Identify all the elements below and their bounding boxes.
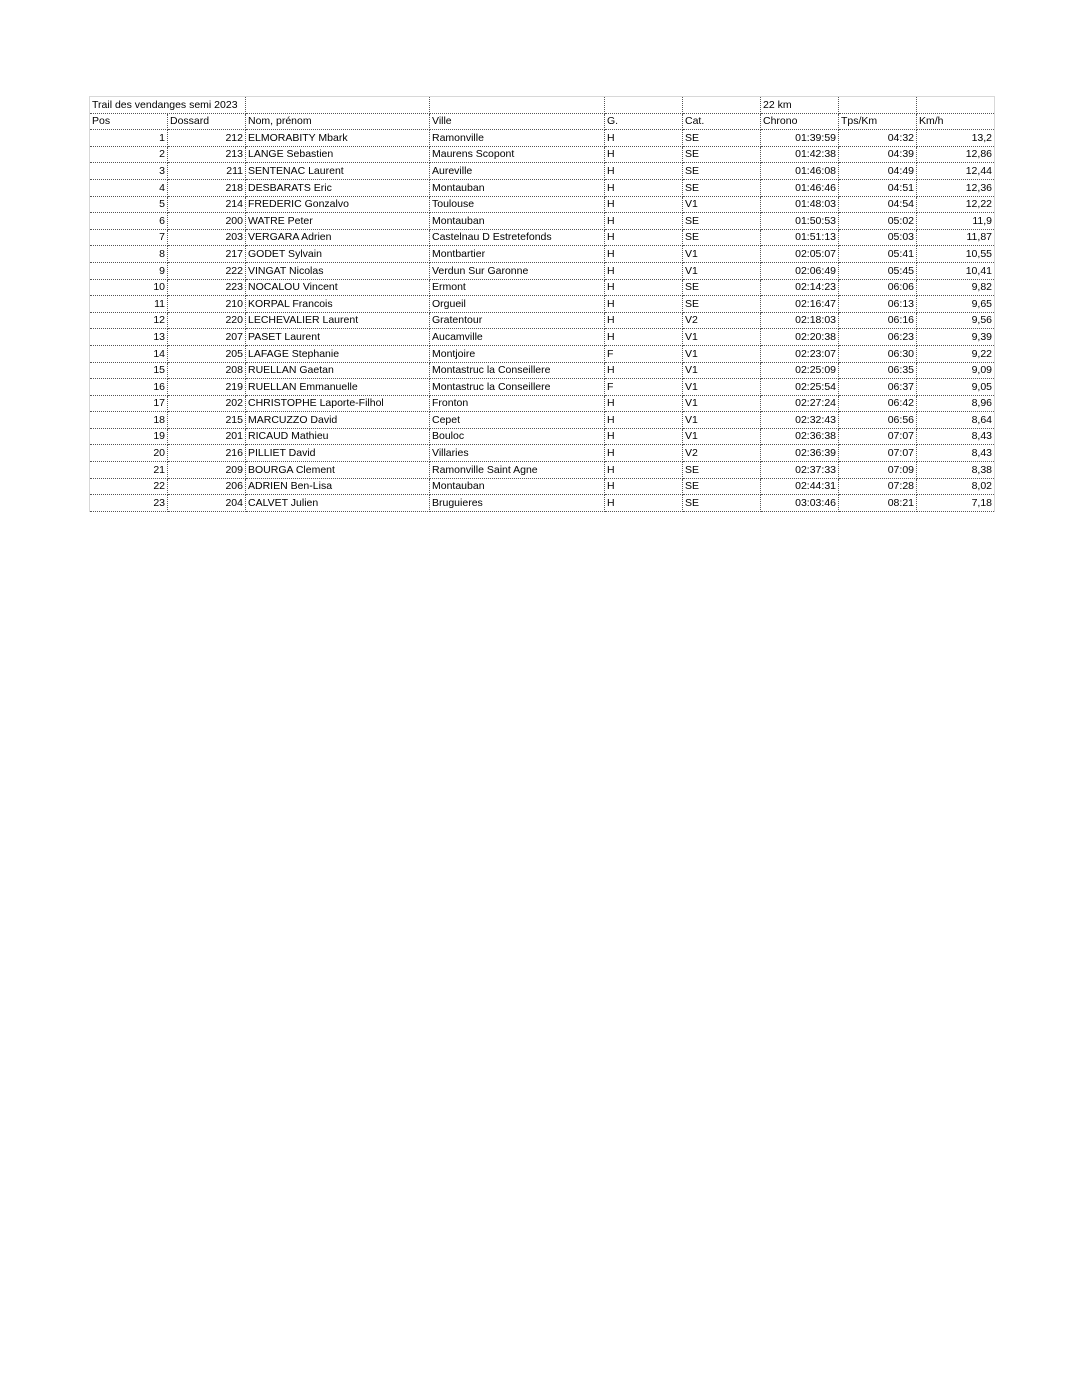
table-row — [90, 146, 995, 163]
city-cell: Villaries — [430, 445, 605, 462]
gender-cell: H — [605, 312, 683, 329]
chrono-cell: 01:51:13 — [761, 229, 839, 246]
city-cell: Orgueil — [430, 296, 605, 313]
pace-cell: 06:56 — [839, 412, 917, 429]
name-cell: DESBARATS Eric — [246, 179, 430, 196]
table-row — [90, 478, 995, 495]
table-row — [90, 345, 995, 362]
table-row — [90, 130, 995, 147]
pace-cell: 04:54 — [839, 196, 917, 213]
column-header-row — [90, 113, 995, 130]
gender-cell: F — [605, 345, 683, 362]
chrono-cell: 02:36:38 — [761, 428, 839, 445]
chrono-cell: 01:46:46 — [761, 179, 839, 196]
category-cell: V1 — [683, 428, 761, 445]
name-cell: KORPAL Francois — [246, 296, 430, 313]
table-row — [90, 213, 995, 230]
pace-cell: 04:39 — [839, 146, 917, 163]
table-row — [90, 495, 995, 512]
table-row — [90, 296, 995, 313]
pace-cell: 06:23 — [839, 329, 917, 346]
dossard-cell: 201 — [168, 428, 246, 445]
pos-cell: 14 — [90, 345, 168, 362]
city-cell: Verdun Sur Garonne — [430, 262, 605, 279]
name-cell: GODET Sylvain — [246, 246, 430, 263]
category-cell: V1 — [683, 412, 761, 429]
column-header-tps-km: Tps/Km — [839, 113, 917, 130]
city-cell: Castelnau D Estretefonds — [430, 229, 605, 246]
chrono-cell: 02:25:09 — [761, 362, 839, 379]
category-cell: SE — [683, 495, 761, 512]
category-cell: V2 — [683, 312, 761, 329]
race-title: Trail des vendanges semi 2023 — [90, 97, 246, 114]
table-row — [90, 279, 995, 296]
chrono-cell: 02:36:39 — [761, 445, 839, 462]
category-cell: SE — [683, 229, 761, 246]
dossard-cell: 217 — [168, 246, 246, 263]
chrono-cell: 02:32:43 — [761, 412, 839, 429]
city-cell: Bruguieres — [430, 495, 605, 512]
speed-cell: 8,96 — [917, 395, 995, 412]
dossard-cell: 214 — [168, 196, 246, 213]
dossard-cell: 213 — [168, 146, 246, 163]
name-cell: PILLIET David — [246, 445, 430, 462]
pos-cell: 12 — [90, 312, 168, 329]
pace-cell: 04:32 — [839, 130, 917, 147]
gender-cell: H — [605, 428, 683, 445]
chrono-cell: 02:16:47 — [761, 296, 839, 313]
dossard-cell: 212 — [168, 130, 246, 147]
dossard-cell: 202 — [168, 395, 246, 412]
pace-cell: 06:16 — [839, 312, 917, 329]
dossard-cell: 210 — [168, 296, 246, 313]
results-table-body — [90, 97, 995, 512]
empty-cell — [917, 97, 995, 114]
pos-cell: 4 — [90, 179, 168, 196]
gender-cell: H — [605, 296, 683, 313]
dossard-cell: 208 — [168, 362, 246, 379]
category-cell: SE — [683, 163, 761, 180]
speed-cell: 12,22 — [917, 196, 995, 213]
speed-cell: 9,09 — [917, 362, 995, 379]
empty-cell — [246, 97, 430, 114]
pos-cell: 13 — [90, 329, 168, 346]
pos-cell: 18 — [90, 412, 168, 429]
category-cell: V1 — [683, 395, 761, 412]
speed-cell: 8,02 — [917, 478, 995, 495]
chrono-cell: 01:42:38 — [761, 146, 839, 163]
speed-cell: 11,87 — [917, 229, 995, 246]
name-cell: CHRISTOPHE Laporte-Filhol — [246, 395, 430, 412]
pos-cell: 2 — [90, 146, 168, 163]
city-cell: Fronton — [430, 395, 605, 412]
category-cell: V1 — [683, 196, 761, 213]
city-cell: Aucamville — [430, 329, 605, 346]
category-cell: V1 — [683, 329, 761, 346]
dossard-cell: 220 — [168, 312, 246, 329]
pos-cell: 20 — [90, 445, 168, 462]
gender-cell: H — [605, 329, 683, 346]
city-cell: Montauban — [430, 478, 605, 495]
gender-cell: H — [605, 196, 683, 213]
city-cell: Aureville — [430, 163, 605, 180]
pos-cell: 19 — [90, 428, 168, 445]
city-cell: Ramonville Saint Agne — [430, 462, 605, 479]
chrono-cell: 02:05:07 — [761, 246, 839, 263]
city-cell: Ramonville — [430, 130, 605, 147]
table-row — [90, 428, 995, 445]
column-header-dossard: Dossard — [168, 113, 246, 130]
name-cell: RUELLAN Gaetan — [246, 362, 430, 379]
dossard-cell: 219 — [168, 379, 246, 396]
pos-cell: 5 — [90, 196, 168, 213]
column-header-nom: Nom, prénom — [246, 113, 430, 130]
column-header-categorie: Cat. — [683, 113, 761, 130]
speed-cell: 10,41 — [917, 262, 995, 279]
dossard-cell: 205 — [168, 345, 246, 362]
pace-cell: 07:09 — [839, 462, 917, 479]
name-cell: ADRIEN Ben-Lisa — [246, 478, 430, 495]
gender-cell: H — [605, 362, 683, 379]
speed-cell: 9,82 — [917, 279, 995, 296]
speed-cell: 8,43 — [917, 445, 995, 462]
pace-cell: 07:28 — [839, 478, 917, 495]
pace-cell: 05:45 — [839, 262, 917, 279]
dossard-cell: 207 — [168, 329, 246, 346]
gender-cell: H — [605, 229, 683, 246]
table-row — [90, 179, 995, 196]
chrono-cell: 02:06:49 — [761, 262, 839, 279]
column-header-genre: G. — [605, 113, 683, 130]
city-cell: Montauban — [430, 213, 605, 230]
dossard-cell: 215 — [168, 412, 246, 429]
pace-cell: 06:37 — [839, 379, 917, 396]
category-cell: SE — [683, 296, 761, 313]
speed-cell: 8,43 — [917, 428, 995, 445]
name-cell: WATRE Peter — [246, 213, 430, 230]
category-cell: SE — [683, 213, 761, 230]
pos-cell: 21 — [90, 462, 168, 479]
table-row — [90, 246, 995, 263]
name-cell: PASET Laurent — [246, 329, 430, 346]
table-row — [90, 445, 995, 462]
speed-cell: 13,2 — [917, 130, 995, 147]
speed-cell: 9,56 — [917, 312, 995, 329]
speed-cell: 9,22 — [917, 345, 995, 362]
chrono-cell: 02:44:31 — [761, 478, 839, 495]
pos-cell: 22 — [90, 478, 168, 495]
table-row — [90, 262, 995, 279]
category-cell: SE — [683, 146, 761, 163]
category-cell: SE — [683, 179, 761, 196]
chrono-cell: 02:18:03 — [761, 312, 839, 329]
pace-cell: 05:03 — [839, 229, 917, 246]
dossard-cell: 203 — [168, 229, 246, 246]
gender-cell: H — [605, 412, 683, 429]
pace-cell: 07:07 — [839, 445, 917, 462]
dossard-cell: 211 — [168, 163, 246, 180]
name-cell: BOURGA Clement — [246, 462, 430, 479]
table-row — [90, 196, 995, 213]
dossard-cell: 209 — [168, 462, 246, 479]
category-cell: V1 — [683, 379, 761, 396]
name-cell: VERGARA Adrien — [246, 229, 430, 246]
chrono-cell: 02:25:54 — [761, 379, 839, 396]
speed-cell: 9,39 — [917, 329, 995, 346]
pos-cell: 6 — [90, 213, 168, 230]
dossard-cell: 216 — [168, 445, 246, 462]
city-cell: Montauban — [430, 179, 605, 196]
name-cell: ELMORABITY Mbark — [246, 130, 430, 147]
speed-cell: 8,64 — [917, 412, 995, 429]
pos-cell: 15 — [90, 362, 168, 379]
pace-cell: 05:41 — [839, 246, 917, 263]
results-table — [89, 96, 995, 512]
category-cell: V1 — [683, 246, 761, 263]
city-cell: Toulouse — [430, 196, 605, 213]
pos-cell: 8 — [90, 246, 168, 263]
city-cell: Maurens Scopont — [430, 146, 605, 163]
chrono-cell: 01:39:59 — [761, 130, 839, 147]
chrono-cell: 02:37:33 — [761, 462, 839, 479]
dossard-cell: 204 — [168, 495, 246, 512]
gender-cell: H — [605, 246, 683, 263]
table-row — [90, 312, 995, 329]
dossard-cell: 200 — [168, 213, 246, 230]
name-cell: LECHEVALIER Laurent — [246, 312, 430, 329]
pace-cell: 06:06 — [839, 279, 917, 296]
speed-cell: 12,44 — [917, 163, 995, 180]
gender-cell: H — [605, 279, 683, 296]
speed-cell: 7,18 — [917, 495, 995, 512]
name-cell: LANGE Sebastien — [246, 146, 430, 163]
column-header-km-h: Km/h — [917, 113, 995, 130]
pos-cell: 17 — [90, 395, 168, 412]
gender-cell: H — [605, 495, 683, 512]
city-cell: Bouloc — [430, 428, 605, 445]
city-cell: Montastruc la Conseillere — [430, 379, 605, 396]
pace-cell: 06:30 — [839, 345, 917, 362]
gender-cell: H — [605, 146, 683, 163]
chrono-cell: 01:50:53 — [761, 213, 839, 230]
column-header-pos: Pos — [90, 113, 168, 130]
table-row — [90, 329, 995, 346]
pace-cell: 06:42 — [839, 395, 917, 412]
city-cell: Cepet — [430, 412, 605, 429]
table-row — [90, 462, 995, 479]
pace-cell: 08:21 — [839, 495, 917, 512]
name-cell: RICAUD Mathieu — [246, 428, 430, 445]
column-header-chrono: Chrono — [761, 113, 839, 130]
category-cell: V1 — [683, 262, 761, 279]
pos-cell: 23 — [90, 495, 168, 512]
gender-cell: H — [605, 445, 683, 462]
empty-cell — [683, 97, 761, 114]
pace-cell: 06:13 — [839, 296, 917, 313]
name-cell: FREDERIC Gonzalvo — [246, 196, 430, 213]
dossard-cell: 206 — [168, 478, 246, 495]
name-cell: RUELLAN Emmanuelle — [246, 379, 430, 396]
column-header-ville: Ville — [430, 113, 605, 130]
pace-cell: 06:35 — [839, 362, 917, 379]
table-row — [90, 163, 995, 180]
gender-cell: H — [605, 478, 683, 495]
empty-cell — [605, 97, 683, 114]
table-row — [90, 412, 995, 429]
speed-cell: 11,9 — [917, 213, 995, 230]
table-row — [90, 379, 995, 396]
table-row — [90, 395, 995, 412]
dossard-cell: 218 — [168, 179, 246, 196]
speed-cell: 8,38 — [917, 462, 995, 479]
gender-cell: H — [605, 130, 683, 147]
chrono-cell: 02:20:38 — [761, 329, 839, 346]
category-cell: SE — [683, 130, 761, 147]
category-cell: SE — [683, 478, 761, 495]
empty-cell — [839, 97, 917, 114]
table-row — [90, 229, 995, 246]
category-cell: SE — [683, 462, 761, 479]
speed-cell: 12,36 — [917, 179, 995, 196]
name-cell: SENTENAC Laurent — [246, 163, 430, 180]
category-cell: SE — [683, 279, 761, 296]
chrono-cell: 02:27:24 — [761, 395, 839, 412]
city-cell: Ermont — [430, 279, 605, 296]
pos-cell: 7 — [90, 229, 168, 246]
gender-cell: H — [605, 163, 683, 180]
chrono-cell: 02:23:07 — [761, 345, 839, 362]
speed-cell: 9,65 — [917, 296, 995, 313]
name-cell: MARCUZZO David — [246, 412, 430, 429]
table-row — [90, 362, 995, 379]
category-cell: V2 — [683, 445, 761, 462]
speed-cell: 10,55 — [917, 246, 995, 263]
pos-cell: 11 — [90, 296, 168, 313]
chrono-cell: 01:46:08 — [761, 163, 839, 180]
pace-cell: 05:02 — [839, 213, 917, 230]
city-cell: Montbartier — [430, 246, 605, 263]
name-cell: VINGAT Nicolas — [246, 262, 430, 279]
race-distance: 22 km — [761, 97, 839, 114]
name-cell: LAFAGE Stephanie — [246, 345, 430, 362]
gender-cell: F — [605, 379, 683, 396]
city-cell: Gratentour — [430, 312, 605, 329]
city-cell: Montjoire — [430, 345, 605, 362]
pace-cell: 04:51 — [839, 179, 917, 196]
chrono-cell: 01:48:03 — [761, 196, 839, 213]
pos-cell: 10 — [90, 279, 168, 296]
chrono-cell: 03:03:46 — [761, 495, 839, 512]
dossard-cell: 223 — [168, 279, 246, 296]
pace-cell: 04:49 — [839, 163, 917, 180]
pos-cell: 3 — [90, 163, 168, 180]
name-cell: CALVET Julien — [246, 495, 430, 512]
gender-cell: H — [605, 179, 683, 196]
gender-cell: H — [605, 462, 683, 479]
pos-cell: 1 — [90, 130, 168, 147]
pos-cell: 16 — [90, 379, 168, 396]
category-cell: V1 — [683, 362, 761, 379]
speed-cell: 12,86 — [917, 146, 995, 163]
gender-cell: H — [605, 213, 683, 230]
city-cell: Montastruc la Conseillere — [430, 362, 605, 379]
title-row — [90, 97, 995, 114]
empty-cell — [430, 97, 605, 114]
speed-cell: 9,05 — [917, 379, 995, 396]
name-cell: NOCALOU Vincent — [246, 279, 430, 296]
gender-cell: H — [605, 262, 683, 279]
pace-cell: 07:07 — [839, 428, 917, 445]
gender-cell: H — [605, 395, 683, 412]
chrono-cell: 02:14:23 — [761, 279, 839, 296]
dossard-cell: 222 — [168, 262, 246, 279]
pos-cell: 9 — [90, 262, 168, 279]
category-cell: V1 — [683, 345, 761, 362]
